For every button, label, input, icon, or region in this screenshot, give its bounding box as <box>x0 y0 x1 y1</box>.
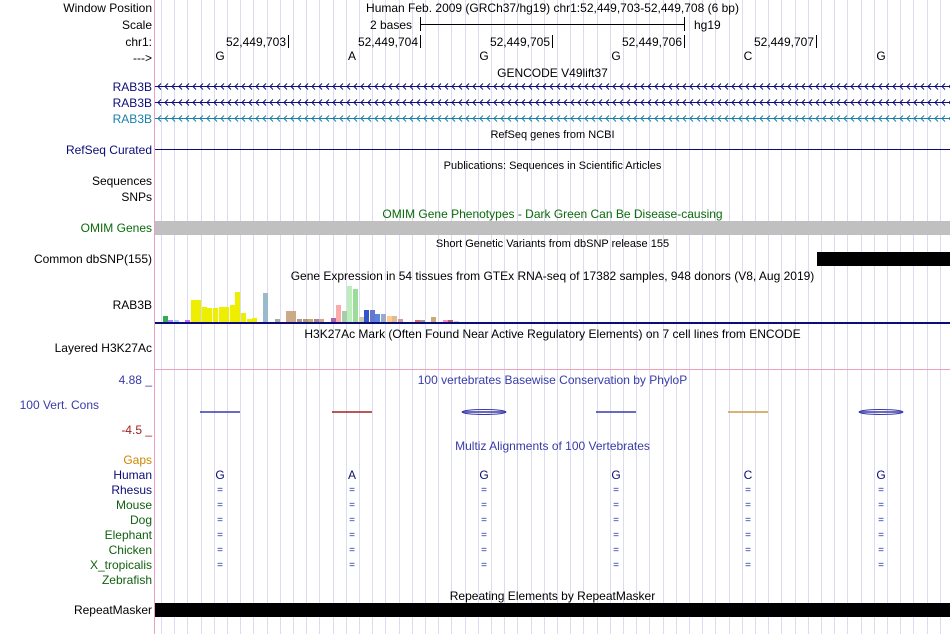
base-letter: G <box>611 49 621 63</box>
alignment-match: = <box>217 530 223 541</box>
base-letter: G <box>479 49 489 63</box>
refseq-track-title: RefSeq genes from NCBI <box>490 129 615 141</box>
alignment-match: = <box>217 545 223 556</box>
alignment-match: = <box>745 530 751 541</box>
gtex-tissue-bar[interactable] <box>263 293 268 322</box>
alignment-match: = <box>878 500 884 511</box>
repeat-element-block[interactable] <box>155 603 950 617</box>
dbsnp-variant-block[interactable] <box>817 252 950 266</box>
position-tick <box>552 35 553 48</box>
alignment-match: = <box>349 485 355 496</box>
h3k27ac-track-title: H3K27Ac Mark (Often Found Near Active Regulatory Elements) on 7 cell lines from ENCODE <box>304 327 801 341</box>
gtex-tissue-bar[interactable] <box>347 286 352 322</box>
alignment-match: = <box>745 485 751 496</box>
scale-text: 2 bases <box>370 18 413 32</box>
alignment-match: = <box>878 560 884 571</box>
sequences-label[interactable]: Sequences <box>91 174 152 188</box>
assembly-text: hg19 <box>694 18 721 32</box>
alignment-match: = <box>217 485 223 496</box>
base-letter: G <box>215 49 225 63</box>
alignment-match: = <box>481 545 487 556</box>
omim-gene-block[interactable] <box>155 221 950 235</box>
rab3b-track-label[interactable]: RAB3B <box>112 96 152 110</box>
refseq-curated-label[interactable]: RefSeq Curated <box>65 143 152 157</box>
gtex-tissue-bar[interactable] <box>241 313 246 322</box>
vert-cons-label[interactable]: 100 Vert. Cons <box>19 398 99 412</box>
alignment-match: = <box>349 515 355 526</box>
base-letter: G <box>876 49 886 63</box>
phylop-max-label: 4.88 _ <box>118 373 152 387</box>
species-elephant-label[interactable]: Elephant <box>104 528 152 542</box>
human-base: A <box>347 468 356 482</box>
layered-h3k27ac-label[interactable]: Layered H3K27Ac <box>54 341 152 355</box>
alignment-match: = <box>481 485 487 496</box>
human-base: G <box>611 468 621 482</box>
gtex-expression-bars[interactable] <box>155 284 950 322</box>
alignment-match: = <box>613 545 619 556</box>
alignment-match: = <box>349 545 355 556</box>
species-rhesus-label[interactable]: Rhesus <box>111 483 152 497</box>
position-tick <box>816 35 817 48</box>
alignment-match: = <box>481 515 487 526</box>
rab3b-track-label[interactable]: RAB3B <box>112 80 152 94</box>
position-label: 52,449,706 <box>621 35 682 49</box>
chr-label: chr1: <box>125 35 152 49</box>
alignment-match: = <box>613 500 619 511</box>
alignment-match: = <box>745 500 751 511</box>
gtex-tissue-bar[interactable] <box>235 292 240 322</box>
alignment-match: = <box>878 485 884 496</box>
omim-genes-label[interactable]: OMIM Genes <box>80 221 152 235</box>
publications-track-title: Publications: Sequences in Scientific Articles <box>443 160 662 172</box>
position-label: 52,449,707 <box>753 35 814 49</box>
gtex-tissue-bar[interactable] <box>196 300 201 322</box>
track-labels <box>0 0 154 634</box>
gtex-tissue-bar[interactable] <box>364 310 369 322</box>
position-tick <box>684 35 685 48</box>
alignment-match: = <box>349 530 355 541</box>
gene-arrow-line <box>155 97 950 108</box>
alignment-match: = <box>745 560 751 571</box>
alignment-match: = <box>613 530 619 541</box>
gene-arrow-line <box>155 81 950 92</box>
phylop-track-title: 100 vertebrates Basewise Conservation by PhyloP <box>417 373 688 387</box>
gtex-tissue-bar[interactable] <box>213 308 218 322</box>
alignment-match: = <box>481 530 487 541</box>
rab3b-gene-feature[interactable] <box>155 113 950 124</box>
rab3b-track-label[interactable]: RAB3B <box>112 112 152 126</box>
position-label: 52,449,705 <box>489 35 550 49</box>
refseq-gene-line[interactable] <box>155 149 950 150</box>
alignment-match: = <box>349 560 355 571</box>
strand-label: ---> <box>133 51 152 65</box>
alignment-match: = <box>878 545 884 556</box>
repeatmasker-label[interactable]: RepeatMasker <box>73 603 152 617</box>
species-dog-label[interactable]: Dog <box>129 513 152 527</box>
position-label: 52,449,703 <box>225 35 286 49</box>
alignment-match: = <box>745 515 751 526</box>
common-dbsnp-label[interactable]: Common dbSNP(155) <box>33 252 152 266</box>
gtex-rab3b-label[interactable]: RAB3B <box>112 298 152 312</box>
alignment-match: = <box>613 485 619 496</box>
alignment-match: = <box>481 560 487 571</box>
base-letter: C <box>743 49 753 63</box>
phylop-min-label: -4.5 _ <box>121 423 152 437</box>
species-xtropicalis-label[interactable]: X_tropicalis <box>89 558 152 572</box>
browser-data-area[interactable] <box>155 0 950 634</box>
rab3b-gene-feature[interactable] <box>155 97 950 108</box>
window-position-label: Window Position <box>63 1 152 15</box>
gencode-track-title: GENCODE V49lift37 <box>497 66 608 80</box>
human-base: G <box>215 468 225 482</box>
species-human-label[interactable]: Human <box>113 468 152 482</box>
base-letter: A <box>347 49 356 63</box>
gaps-label[interactable]: Gaps <box>123 453 152 467</box>
alignment-match: = <box>217 500 223 511</box>
position-tick <box>420 35 421 48</box>
alignment-match: = <box>613 515 619 526</box>
gtex-tissue-bar[interactable] <box>375 314 380 322</box>
species-chicken-label[interactable]: Chicken <box>108 543 152 557</box>
alignment-match: = <box>349 500 355 511</box>
human-base: G <box>876 468 886 482</box>
scale-label: Scale <box>121 18 152 32</box>
repeatmasker-track-title: Repeating Elements by RepeatMasker <box>449 589 656 603</box>
multiz-track-title: Multiz Alignments of 100 Vertebrates <box>455 439 650 453</box>
gtex-tissue-bar[interactable] <box>336 305 341 322</box>
scale-bar <box>420 17 685 31</box>
position-label: 52,449,704 <box>357 35 418 49</box>
alignment-match: = <box>217 515 223 526</box>
human-base: C <box>743 468 753 482</box>
gene-arrow-line <box>155 113 950 124</box>
h3k27ac-baseline <box>155 369 950 370</box>
gtex-baseline <box>155 322 950 324</box>
dbsnp-track-title: Short Genetic Variants from dbSNP release 155 <box>435 238 670 250</box>
species-zebrafish-label[interactable]: Zebrafish <box>101 573 152 587</box>
omim-track-title: OMIM Gene Phenotypes - Dark Green Can Be Disease-causing <box>382 207 723 221</box>
phylop-signal[interactable] <box>155 400 950 424</box>
snps-label[interactable]: SNPs <box>121 190 152 204</box>
gtex-tissue-bar[interactable] <box>291 311 296 322</box>
gtex-tissue-bar[interactable] <box>381 314 386 322</box>
alignment-match: = <box>613 560 619 571</box>
alignment-match: = <box>878 515 884 526</box>
alignment-match: = <box>217 560 223 571</box>
species-mouse-label[interactable]: Mouse <box>115 498 152 512</box>
alignment-match: = <box>745 545 751 556</box>
position-tick <box>288 35 289 48</box>
gtex-track-title: Gene Expression in 54 tissues from GTEx RNA-seq of 17382 samples, 948 donors (V8, Aug 2019) <box>290 269 815 283</box>
alignment-match: = <box>878 530 884 541</box>
gtex-tissue-bar[interactable] <box>207 308 212 322</box>
gtex-tissue-bar[interactable] <box>224 307 229 322</box>
human-base: G <box>479 468 489 482</box>
window-position-text: Human Feb. 2009 (GRCh37/hg19) chr1:52,449,703-52,449,708 (6 bp) <box>366 1 739 15</box>
rab3b-gene-feature[interactable] <box>155 81 950 92</box>
gtex-tissue-bar[interactable] <box>353 289 358 322</box>
alignment-match: = <box>481 500 487 511</box>
